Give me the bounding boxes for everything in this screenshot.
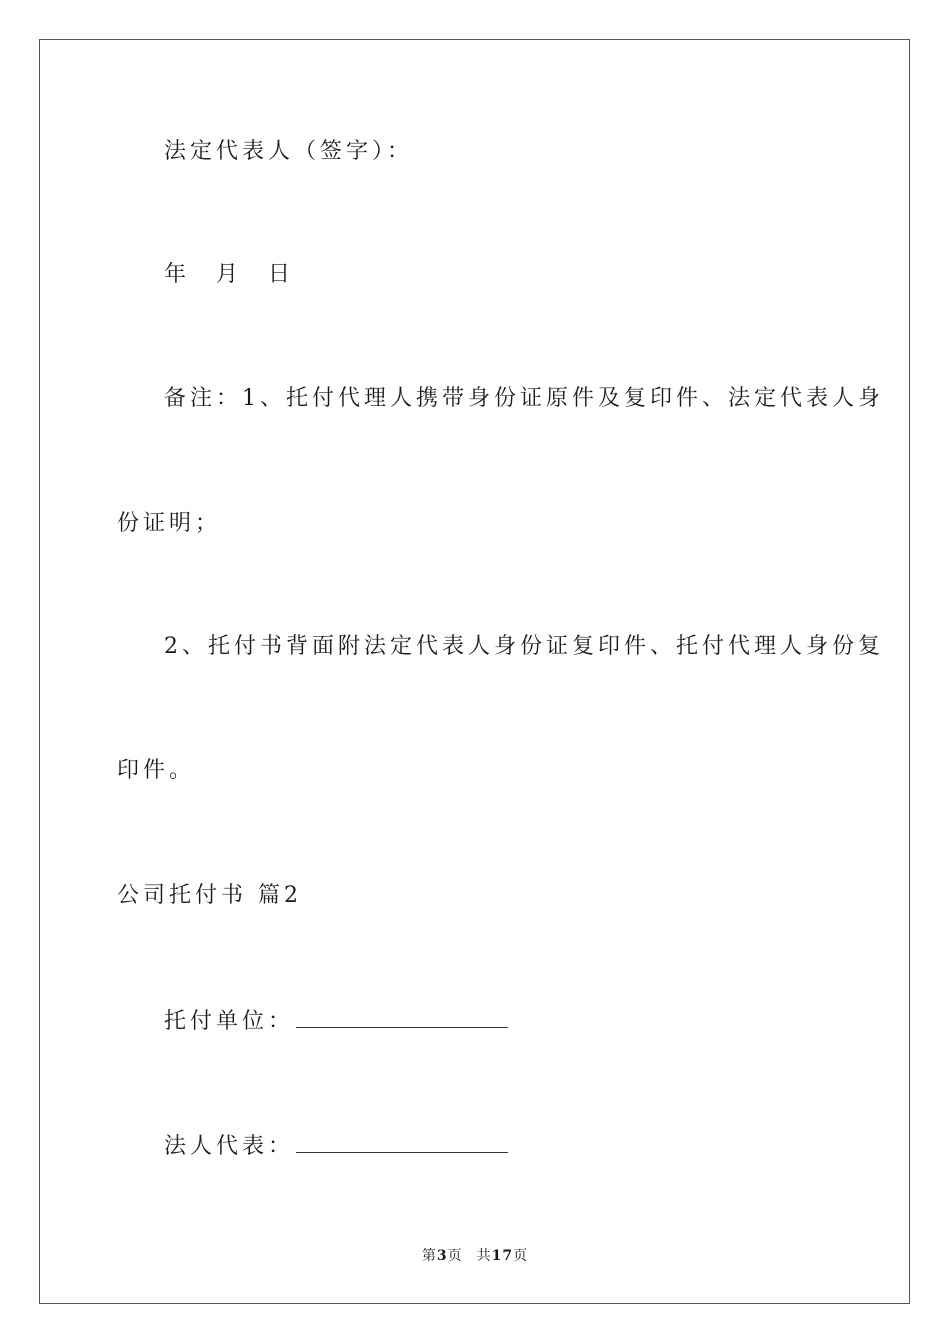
page-suffix: 页: [447, 1248, 463, 1264]
total-prefix: 共: [476, 1248, 492, 1264]
page-current: 3: [436, 1248, 448, 1264]
section-heading: 公司托付书 篇2: [117, 883, 302, 908]
legal-rep-label: 法人代表：: [164, 1134, 295, 1159]
note-line-1-continuation: 份证明；: [117, 511, 222, 536]
page-footer: [0, 1246, 950, 1266]
note-line-2: 2、托付书背面附法定代表人身份证复印件、托付代理人身份复: [164, 634, 884, 659]
entrusting-unit-label: 托付单位：: [164, 1009, 295, 1034]
total-suffix: 页: [513, 1248, 529, 1264]
legal-rep-blank[interactable]: [296, 1130, 508, 1153]
legal-rep-field: [164, 1130, 508, 1162]
page-border: [39, 39, 910, 1304]
note-line-2-continuation: 印件。: [117, 758, 196, 783]
date-year: 年: [164, 262, 191, 287]
page-prefix: 第: [421, 1248, 437, 1264]
date-line: [164, 260, 294, 290]
entrusting-unit-blank[interactable]: [296, 1005, 508, 1028]
total-pages: 17: [491, 1248, 514, 1264]
date-month: 月: [216, 262, 243, 287]
date-day: 日: [268, 262, 295, 287]
entrusting-unit-field: [164, 1005, 508, 1037]
note-line-1: 备注：1、托付代理人携带身份证原件及复印件、法定代表人身: [164, 386, 884, 411]
signature-line: 法定代表人（签字）：: [164, 139, 414, 164]
